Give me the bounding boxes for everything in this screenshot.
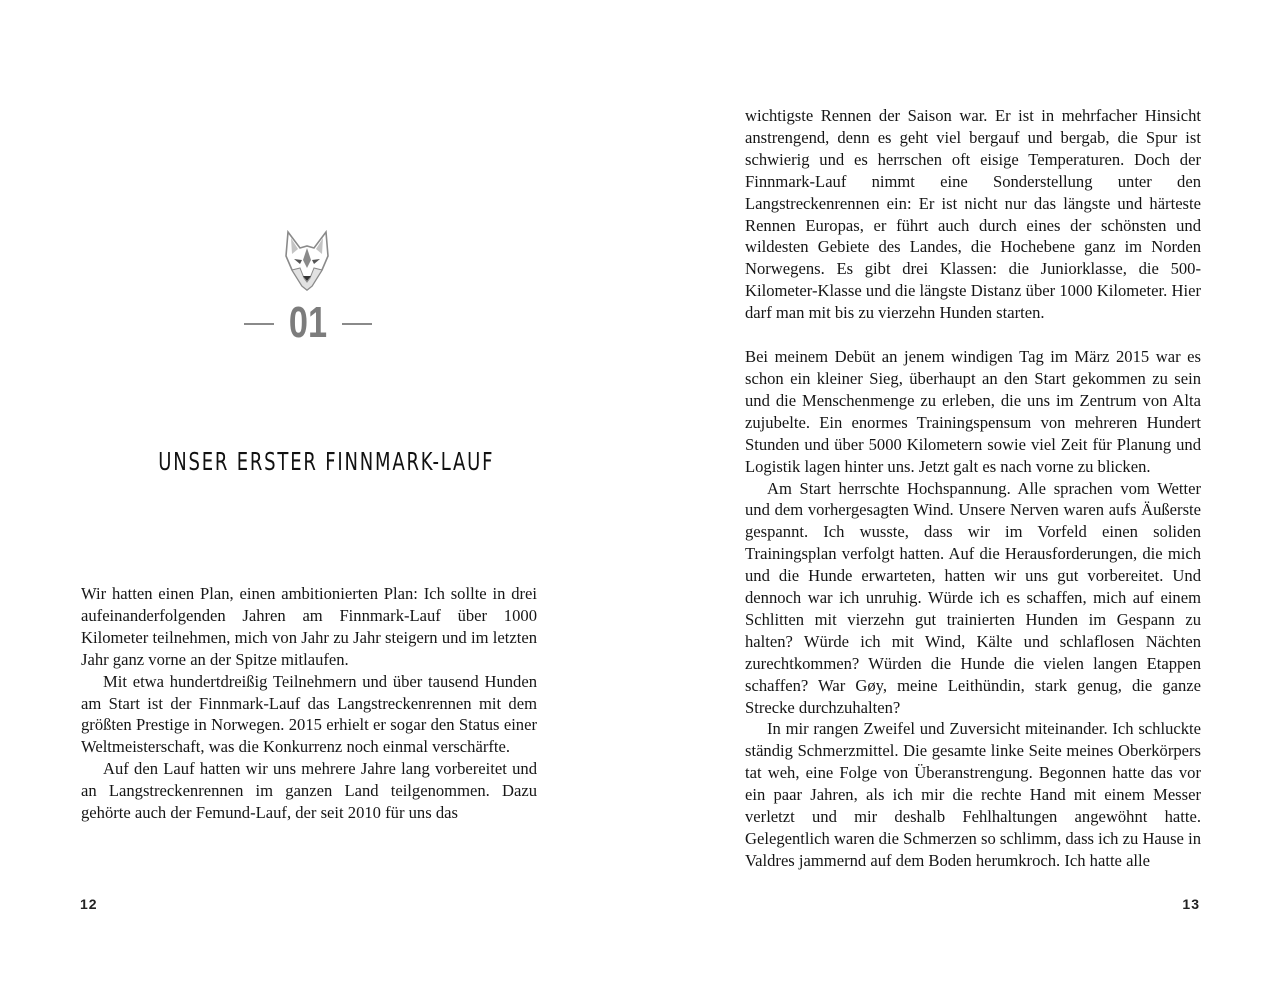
right-body-text	[745, 105, 1201, 872]
chapter-number: 01	[288, 298, 328, 347]
paragraph: Mit etwa hundertdreißig Teilnehmern und über tausend Hunden am Start ist der Finnmark-Lauf das Langstreckenrennen mit dem größten Prestige in Norwegen. 2015 erhielt er sogar den Status einer Weltmeisterschaft, was die Konkurrenz noch einmal verschärfte.	[81, 671, 537, 757]
chapter-title: UNSER ERSTER FINNMARK-LAUF	[158, 447, 495, 476]
paragraph: Wir hatten einen Plan, einen ambitionierten Plan: Ich sollte in drei aufeinanderfolgenden Jahren am Finnmark-Lauf über 1000 Kilometer teilnehmen, mich von Jahr zu Jahr steigern und im letzten Jahr ganz vorne an der Spitze mitlaufen.	[81, 584, 537, 669]
paragraph: wichtigste Rennen der Saison war. Er ist in mehrfacher Hinsicht anstrengend, denn es geht viel bergauf und bergab, die Spur ist schwierig und es herrschen oft eisige Temperaturen. Doch der Finnmark-Lauf nimmt eine Sonderstellung unter den Langstreckenrennen ein: Er ist nicht nur das längste und härteste Rennen Europas, er führt auch durch eines der schönsten und wildesten Gebiete des Landes, die Hochebene ganz im Norden Norwegens. Es gibt drei Klassen: die Juniorklasse, die 500-Kilometer-Klasse und die längste Distanz über 1000 Kilometer. Hier darf man mit bis zu vierzehn Hunden starten.	[745, 106, 1201, 323]
page-number: 12	[80, 896, 98, 912]
paragraph: Auf den Lauf hatten wir uns mehrere Jahre lang vorbereitet und an Langstreckenrennen im ganzen Land teilgenommen. Dazu gehörte auch der Femund-Lauf, der seit 2010 für uns das	[81, 759, 537, 823]
paragraph: Am Start herrschte Hochspannung. Alle sprachen vom Wetter und dem vorhergesagten Wind. Unsere Nerven waren aufs Äußerste gespannt. Ich wusste, dass wir im Vorfeld einen soliden Trainingsplan verfolgt hatten. Auf die Herausforderungen, die mich und die Hunde erwarteten, hatten wir uns gut vorbereitet. Und dennoch war ich unruhig. Würde ich es schaffen, mich auf einem Schlitten mit vierzehn gut trainierten Hunden im Gespann zu halten? Würde ich mit Wind, Kälte und schlaflosen Nächten zurechtkommen? Würden die Hunde die vielen langen Etappen schaffen? War Gøy, meine Leithündin, stark genug, die ganze Strecke durchzuhalten?	[745, 478, 1201, 717]
right-page	[640, 0, 1280, 996]
page-number: 13	[1182, 896, 1200, 912]
wolf-head-icon	[282, 230, 332, 292]
left-dash	[244, 323, 274, 325]
right-dash	[342, 323, 372, 325]
paragraph: In mir rangen Zweifel und Zuversicht miteinander. Ich schluckte ständig Schmerzmittel. Die gesamte linke Seite meines Oberkörpers tat weh, eine Folge von Überanstrengung. Begonnen hatte das vor ein paar Jahren, als ich mir die rechte Hand mit einem Messer verletzt und mir deshalb Fehlhaltungen angewöhnt hatte. Gelegentlich waren die Schmerzen so schlimm, dass ich zu Hause in Valdres jammernd auf dem Boden herumkroch. Ich hatte alle	[745, 719, 1201, 870]
paragraph: Bei meinem Debüt an jenem windigen Tag im März 2015 war es schon ein kleiner Sieg, überhaupt an den Start gekommen zu sein und die Menschenmenge zu erleben, die uns im Zentrum von Alta zujubelte. Ein enormes Trainingspensum von mehreren Hundert Stunden und über 5000 Kilometern sowie viel Zeit für Planung und Logistik lagen hinter uns. Jetzt galt es nach vorne zu blicken.	[745, 347, 1201, 476]
chapter-number-block	[244, 298, 372, 348]
left-body-text	[81, 583, 537, 824]
